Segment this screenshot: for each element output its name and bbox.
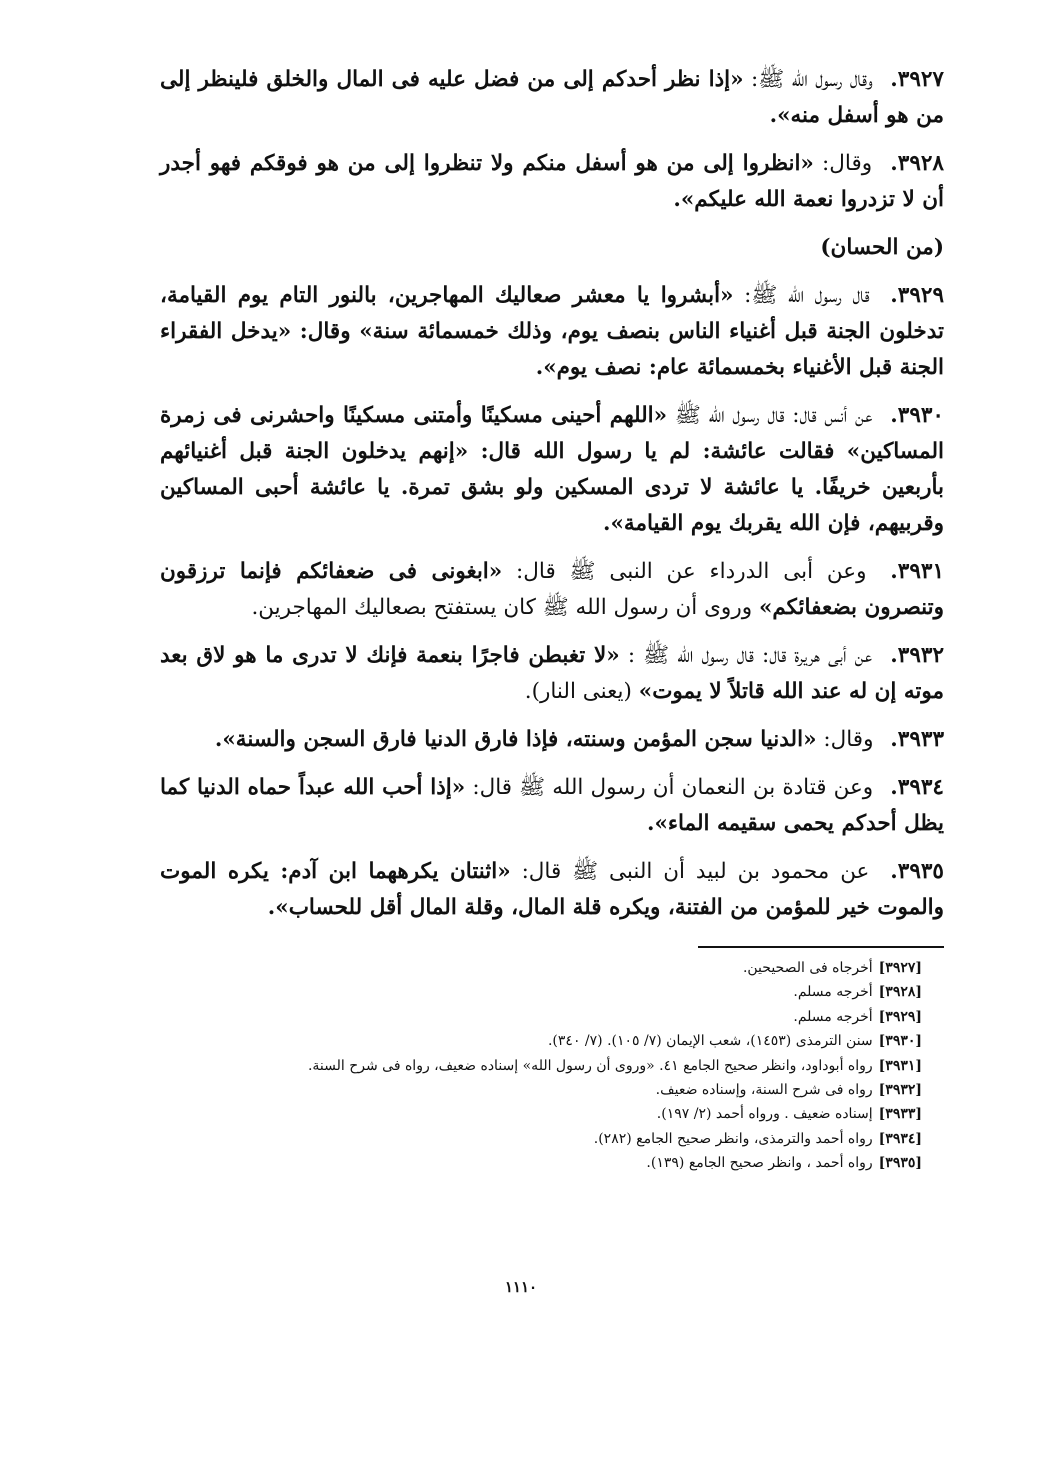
hadith-text: «ابغونى فى ضعفائكم فإنما ترزقون وتنصرون بضعفائكم» (160, 559, 944, 620)
hadith-text: «لا تغبطن فاجرًا بنعمة فإنك لا تدرى ما هو لاق بعد موته إن له عند الله قاتلاً لا يموت» (160, 643, 944, 704)
hadith-number: ٣٩٣٠. (890, 403, 944, 428)
hadith-number: ٣٩٣٣. (890, 727, 944, 752)
hadith-intro: وقال رسول الله ﷺ: (751, 67, 873, 92)
footnote (160, 1029, 922, 1053)
footnote-text: رواه أحمد ، وانظر صحيح الجامع (١٣٩). (646, 1155, 873, 1172)
hadith-number: ٣٩٣٥. (890, 859, 944, 884)
hadith-entry (160, 638, 944, 710)
hadith-text: «انظروا إلى من هو أسفل منكم ولا تنظروا إلى من هو فوقكم فهو أجدر أن لا تزدروا نعمة الله عليكم». (160, 151, 944, 212)
hadith-text: «أبشروا يا معشر صعاليك المهاجرين، بالنور التام يوم القيامة، تدخلون الجنة قبل أغنياء الناس بنصف يوم، وذلك خمسمائة سنة» وقال: «يدخل الفقراء الجنة قبل الأغنياء بخمسمائة عام: نصف يوم». (160, 283, 944, 380)
footnote-text: رواه أحمد والترمذى، وانظر صحيح الجامع (٢٨٢). (593, 1130, 873, 1147)
hadith-intro: وقال: (823, 727, 874, 752)
hadith-entry (160, 278, 944, 386)
hadith-entry (160, 146, 944, 218)
page-body (160, 62, 944, 1176)
footnote-text: إسناده ضعيف . ورواه أحمد (٢/ ١٩٧). (656, 1106, 873, 1123)
footnote (160, 1005, 922, 1029)
hadith-text: «إذا أحب الله عبداً حماه الدنيا كما يظل أحدكم يحمى سقيمه الماء». (160, 775, 944, 836)
hadith-intro: وعن أبى الدرداء عن النبى ﷺ قال: (516, 559, 867, 584)
hadith-entry (160, 62, 944, 134)
hadith-intro: عن أنس قال: قال رسول الله ﷺ (674, 403, 873, 428)
footnote-number: [٣٩٣٢] (878, 1082, 922, 1099)
hadith-tail: وروى أن رسول الله ﷺ كان يستفتح بصعاليك المهاجرين. (251, 595, 753, 620)
hadith-text: «اللهم أحينى مسكينًا وأمتنى مسكينًا واحشرنى فى زمرة المساكين» فقالت عائشة: لم يا رسول الله قال: «إنهم يدخلون الجنة قبل أغنيائهم بأربعين خريفًا. يا عائشة لا تردى المسكين ولو بشق تمرة. يا عائشة أحبى المساكين وقربيهم، فإن الله يقربك يوم القيامة». (160, 403, 944, 536)
footnote-text: أخرجه مسلم. (793, 1008, 873, 1025)
hadith-entry (160, 554, 944, 626)
footnote (160, 1054, 922, 1078)
footnote (160, 1102, 922, 1126)
hadith-text: «إذا نظر أحدكم إلى من فضل عليه فى المال والخلق فلينظر إلى من هو أسفل منه». (160, 67, 944, 128)
hadith-intro: وقال: (822, 151, 873, 176)
footnote-number: [٣٩٣٠] (878, 1033, 922, 1050)
hadith-number: ٣٩٢٨. (890, 151, 944, 176)
footnote (160, 956, 922, 980)
footnote (160, 1078, 922, 1102)
footnote-number: [٣٩٢٧] (878, 960, 922, 976)
hadith-number: ٣٩٣١. (890, 559, 944, 584)
hadith-intro: قال رسول الله ﷺ: (744, 283, 870, 308)
footnote-number: [٣٩٣٣] (878, 1106, 922, 1123)
hadith-intro: عن محمود بن لبيد أن النبى ﷺ قال: (521, 859, 870, 884)
hadith-number: ٣٩٣٢. (890, 643, 944, 668)
hadith-entry (160, 722, 944, 758)
hadith-intro: عن أبى هريرة قال: قال رسول الله ﷺ : (627, 643, 873, 668)
footnote (160, 980, 922, 1004)
footnote-divider (698, 946, 944, 948)
hadith-number: ٣٩٢٧. (890, 67, 944, 92)
page-number: ١١١٠ (504, 1278, 538, 1296)
hadith-entry (160, 854, 944, 926)
hadith-intro: وعن قتادة بن النعمان أن رسول الله ﷺ قال: (472, 775, 874, 800)
hadith-number: ٣٩٣٤. (890, 775, 944, 800)
footnote-number: [٣٩٣١] (878, 1057, 922, 1074)
footnote (160, 1127, 922, 1151)
footnote-text: رواه فى شرح السنة، وإسناده ضعيف. (655, 1082, 873, 1099)
hadith-text: «اثنتان يكرههما ابن آدم: يكره الموت والموت خير للمؤمن من الفتنة، ويكره قلة المال، وقلة المال أقل للحساب». (160, 859, 944, 920)
hadith-text: «الدنيا سجن المؤمن وسنته، فإذا فارق الدنيا فارق السجن والسنة». (214, 727, 817, 752)
section-heading: (من الحسان) (820, 235, 944, 260)
footnote-number: [٣٩٣٤] (878, 1130, 922, 1147)
footnote-text: رواه أبوداود، وانظر صحيح الجامع ٤١. «وروى أن رسول الله» إسناده ضعيف، رواه فى شرح السنة. (307, 1057, 873, 1074)
hadith-entry (160, 398, 944, 542)
footnote-text: سنن الترمذى (١٤٥٣)، شعب الإيمان (٧/ ١٠٥). (٧/ ٣٤٠). (547, 1033, 873, 1050)
footnote-number: [٣٩٢٩] (878, 1008, 922, 1025)
hadith-tail: (يعنى النار). (524, 679, 632, 704)
footnote-number: [٣٩٣٥] (878, 1155, 922, 1172)
footnote-text: أخرجاه فى الصحيحين. (742, 960, 873, 976)
footnotes (160, 956, 922, 1176)
footnote-text: أخرجه مسلم. (793, 984, 873, 1001)
footnote (160, 1151, 922, 1175)
hadith-entry (160, 770, 944, 842)
footnote-number: [٣٩٢٨] (878, 984, 922, 1001)
hadith-number: ٣٩٢٩. (890, 283, 944, 308)
